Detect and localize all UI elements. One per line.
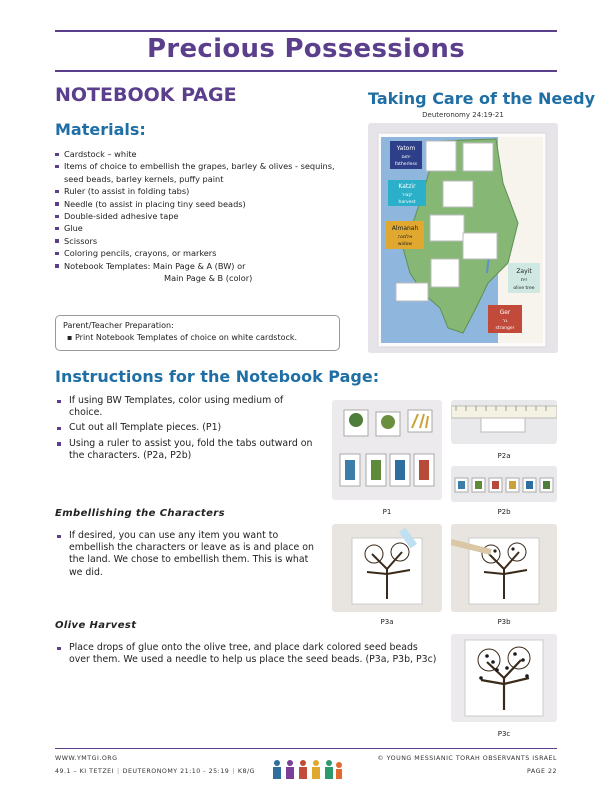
- cutouts-illustration: [332, 400, 442, 500]
- footer-ref2: DEUTERONOMY 21:10 - 25:19: [122, 768, 230, 775]
- photo-p2a: [451, 400, 557, 444]
- logo-icon: [271, 757, 343, 781]
- photo-p3c: [451, 634, 557, 722]
- embellish-list: [55, 530, 317, 582]
- caption-p3b: P3b: [497, 618, 511, 626]
- yatom-card: [390, 141, 422, 169]
- scripture-reference: Deuteronomy 24:19-21: [422, 111, 504, 119]
- yatom-label: Yatom: [396, 145, 416, 152]
- title-rule: [55, 70, 557, 72]
- list-item: Cut out all Template pieces. (P1): [55, 422, 317, 434]
- folded-figures-illustration: [451, 466, 557, 502]
- prep-item: ▪ Print Notebook Templates of choice on white cardstock.: [67, 333, 298, 342]
- almanah-card: [386, 221, 424, 249]
- list-item: If using BW Templates, color using medium of choice.: [55, 395, 317, 419]
- olive-tree-finished-illustration: [451, 634, 557, 722]
- photo-p3b: [451, 524, 557, 612]
- footer-refs: 49.1 – KI TETZEI | DEUTERONOMY 21:10 - 25:19 | K8/G: [55, 768, 255, 775]
- logo-figures: [271, 757, 343, 781]
- fatherless-label: fatherless: [394, 162, 418, 167]
- top-rule: [55, 30, 557, 32]
- figure-cutout: [463, 233, 497, 259]
- list-item: Notebook Templates: Main Page & A (BW) or: [55, 260, 345, 272]
- yatom-hebrew: יתום: [401, 154, 411, 160]
- ruler-illustration: [451, 400, 557, 444]
- caption-p3c: P3c: [497, 730, 511, 738]
- figure-cutout: [396, 283, 428, 301]
- embellish-heading: Embellishing the Characters: [55, 508, 225, 519]
- list-item: Coloring pencils, crayons, or markers: [55, 247, 345, 259]
- prep-item-text: Print Notebook Templates of choice on white cardstock.: [74, 333, 298, 342]
- prep-box: [55, 315, 340, 351]
- footer-ref3: K8/G: [237, 768, 255, 775]
- list-item: Glue: [55, 222, 345, 234]
- photo-p2b: [451, 466, 557, 502]
- olive-tree-beads-illustration: [451, 524, 557, 612]
- zayit-hebrew: זית: [520, 277, 528, 283]
- caption-p1: P1: [382, 508, 392, 516]
- almanah-hebrew: אלמנה: [397, 234, 413, 240]
- instructions-heading: Instructions for the Notebook Page:: [55, 367, 380, 386]
- zayit-label: Zayit: [516, 268, 532, 275]
- olive-list: [55, 642, 440, 669]
- list-item: Ruler (to assist in folding tabs): [55, 185, 345, 197]
- photo-p1: [332, 400, 442, 500]
- right-heading: Taking Care of the Needy: [368, 89, 595, 108]
- katzir-label: Katzir: [398, 183, 416, 190]
- figure-cutout: [443, 181, 473, 207]
- list-item: Using a ruler to assist you, fold the tabs outward on the characters. (P2a, P2b): [55, 438, 317, 462]
- list-item: Cardstock – white: [55, 148, 345, 160]
- footer-copyright: © YOUNG MESSIANIC TORAH OBSERVANTS ISRAEL: [377, 755, 557, 762]
- caption-p2b: P2b: [497, 508, 511, 516]
- figure-cutout: [426, 141, 456, 171]
- materials-list: [55, 148, 345, 284]
- caption-p3a: P3a: [380, 618, 394, 626]
- katzir-hebrew: קציר: [401, 192, 413, 198]
- zayit-card: [508, 263, 540, 293]
- list-item: Place drops of glue onto the olive tree, and place dark colored seed beads over them. We used a needle to help us place the seed beads. (P3a, P3b, P3c): [55, 642, 440, 666]
- list-item: Items of choice to embellish the grapes, barley & olives - sequins, seed beads, barley kernels, puffy paint: [55, 160, 345, 185]
- footer-site[interactable]: WWW.YMTGI.ORG: [55, 755, 118, 762]
- caption-p2a: P2a: [497, 452, 511, 460]
- ger-hebrew: גר: [502, 318, 508, 324]
- harvest-label: harvest: [398, 200, 416, 205]
- widow-label: widow: [397, 242, 413, 247]
- materials-heading: Materials:: [55, 120, 146, 139]
- list-item: If desired, you can use any item you want to embellish the characters or leave as is and place on the land. We chose to embellish them. This is what we did.: [55, 530, 317, 579]
- almanah-label: Almanah: [391, 225, 419, 232]
- photo-p3a: [332, 524, 442, 612]
- list-item: Needle (to assist in placing tiny seed beads): [55, 198, 345, 210]
- list-item: Scissors: [55, 235, 345, 247]
- map-illustration: [368, 123, 558, 353]
- olive-tree-glue-illustration: [332, 524, 442, 612]
- katzir-card: [388, 180, 426, 206]
- ger-label: Ger: [499, 309, 511, 316]
- list-item: Double-sided adhesive tape: [55, 210, 345, 222]
- stranger-label: stranger: [495, 326, 515, 331]
- olive-heading: Olive Harvest: [55, 620, 137, 631]
- footer-rule: [55, 748, 557, 749]
- figure-cutout: [463, 143, 493, 171]
- list-item-continued: Main Page & B (color): [164, 273, 253, 284]
- footer-ref1: 49.1 – KI TETZEI: [55, 768, 114, 775]
- instructions-list: [55, 395, 317, 465]
- footer-page: PAGE 22: [527, 768, 557, 775]
- figure-cutout: [431, 259, 459, 287]
- prep-title: Parent/Teacher Preparation:: [63, 321, 174, 330]
- notebook-heading: NOTEBOOK PAGE: [55, 84, 237, 106]
- map-photo: [368, 123, 558, 353]
- ger-card: [488, 305, 522, 333]
- page-title: Precious Possessions: [147, 34, 465, 64]
- olive-tree-label: olive tree: [513, 286, 535, 291]
- figure-cutout: [430, 215, 464, 241]
